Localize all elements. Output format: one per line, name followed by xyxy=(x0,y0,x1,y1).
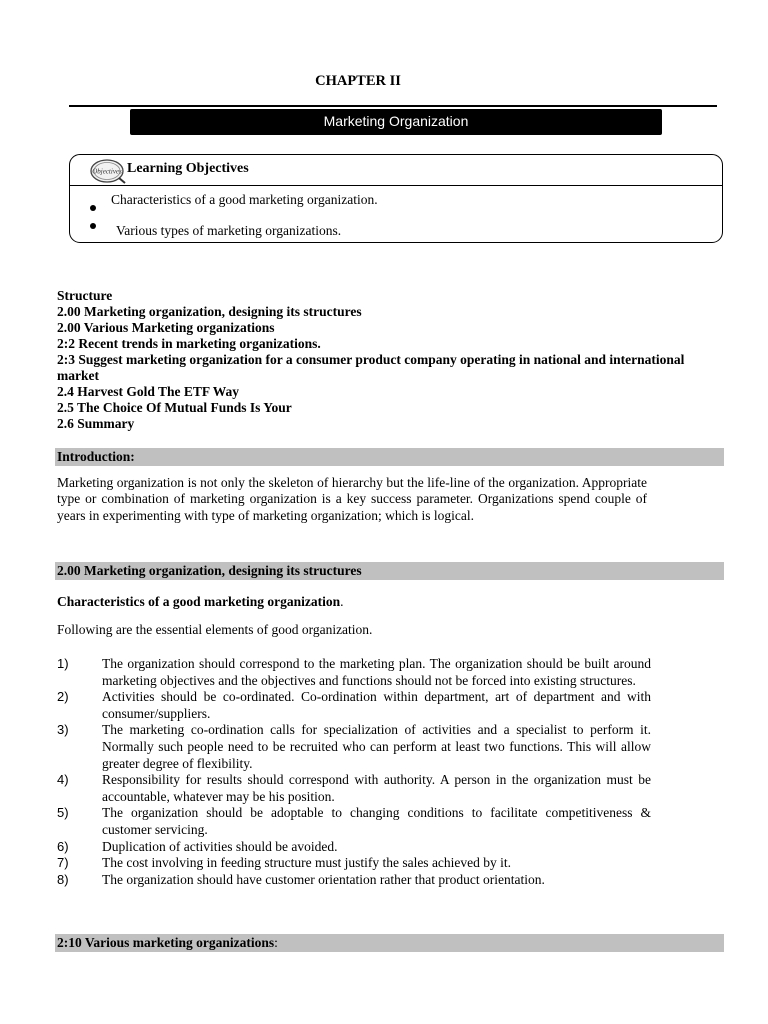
list-item-number: 2) xyxy=(57,689,69,705)
list-item xyxy=(57,839,651,856)
chapter-title: CHAPTER II xyxy=(315,73,401,89)
list-item xyxy=(57,772,651,805)
elements-list xyxy=(57,656,651,888)
list-item-number: 6) xyxy=(57,838,69,854)
introduction-text: Marketing organization is not only the skeleton of hierarchy but the life-line of the organization. Appropriate type or combination of marketing organization is a key success parameter. Organizations spend couple of years in experimenting with type of marketing organization; which is logical. xyxy=(57,475,647,523)
list-item-number: 1) xyxy=(57,656,69,671)
elements-lead: Following are the essential elements of good organization. xyxy=(57,622,373,637)
characteristics-heading-text: Characteristics of a good marketing organization xyxy=(57,594,341,609)
section-210-heading xyxy=(55,934,724,952)
section-200-heading: 2.00 Marketing organization, designing its structures xyxy=(55,562,724,580)
list-item xyxy=(57,855,651,872)
learning-objectives-header xyxy=(70,155,722,186)
list-item-text: The organization should be adoptable to changing conditions to facilitate competitiveness & customer servicing. xyxy=(102,805,651,837)
list-item-text: The cost involving in feeding structure must justify the sales achieved by it. xyxy=(102,855,512,871)
bullet-icon xyxy=(90,205,96,211)
list-item-number: 4) xyxy=(57,772,69,788)
list-item-text: The organization should have customer orientation rather that product orientation. xyxy=(102,871,545,887)
list-item-number: 3) xyxy=(57,722,69,738)
list-item-number: 5) xyxy=(57,805,69,821)
list-item-text: Duplication of activities should be avoided. xyxy=(102,838,338,854)
structure-item: 2.00 Various Marketing organizations xyxy=(57,320,275,335)
structure-item: 2:2 Recent trends in marketing organizations. xyxy=(57,336,321,351)
bullet-icon xyxy=(90,223,96,229)
list-item xyxy=(57,722,651,772)
list-item xyxy=(57,689,651,722)
list-item xyxy=(57,872,651,889)
structure-item: 2.4 Harvest Gold The ETF Way xyxy=(57,384,240,399)
list-item-text: Activities should be co-ordinated. Co-ordination within department, art of department and with consumer/suppliers. xyxy=(102,689,651,721)
list-item-text: The marketing co-ordination calls for specialization of activities and a specialist to perform it. Normally such people need to be recruited who can perform at least two functions. This will allow greater degree of flexibility. xyxy=(102,722,651,771)
magnifier-icon xyxy=(88,158,126,184)
section-210-heading-colon: : xyxy=(274,935,278,950)
learning-objectives-title: Learning Objectives xyxy=(127,161,249,176)
list-item-number: 7) xyxy=(57,855,69,871)
header-rule xyxy=(69,105,717,107)
characteristics-heading xyxy=(57,594,343,610)
list-item-text: Responsibility for results should correspond with authority. A person in the organization must be accountable, whatever may be his position. xyxy=(102,772,651,804)
chapter-banner: Marketing Organization xyxy=(130,109,662,135)
section-210-heading-text: 2:10 Various marketing organizations xyxy=(57,935,275,950)
structure-heading: Structure xyxy=(57,288,113,303)
structure-list xyxy=(57,288,717,432)
magnifier-label: Objectives xyxy=(92,167,122,176)
list-item-text: The organization should correspond to the marketing plan. The organization should be built around marketing objectives and the objectives and functions should not be forced into existing structures. xyxy=(102,656,651,688)
objective-item-1: Characteristics of a good marketing organization. xyxy=(111,192,378,207)
objective-item-2: Various types of marketing organizations. xyxy=(116,223,342,238)
structure-item: 2.00 Marketing organization, designing its structures xyxy=(57,304,362,319)
list-item xyxy=(57,805,651,838)
structure-item: 2:3 Suggest marketing organization for a consumer product company operating in national and international market xyxy=(57,352,685,383)
structure-item: 2.5 The Choice Of Mutual Funds Is Your xyxy=(57,400,292,415)
learning-objectives-box xyxy=(69,154,723,243)
structure-item: 2.6 Summary xyxy=(57,416,135,431)
list-item xyxy=(57,656,651,689)
characteristics-heading-period: . xyxy=(340,594,344,609)
introduction-heading: Introduction: xyxy=(55,448,724,466)
list-item-number: 8) xyxy=(57,871,69,887)
